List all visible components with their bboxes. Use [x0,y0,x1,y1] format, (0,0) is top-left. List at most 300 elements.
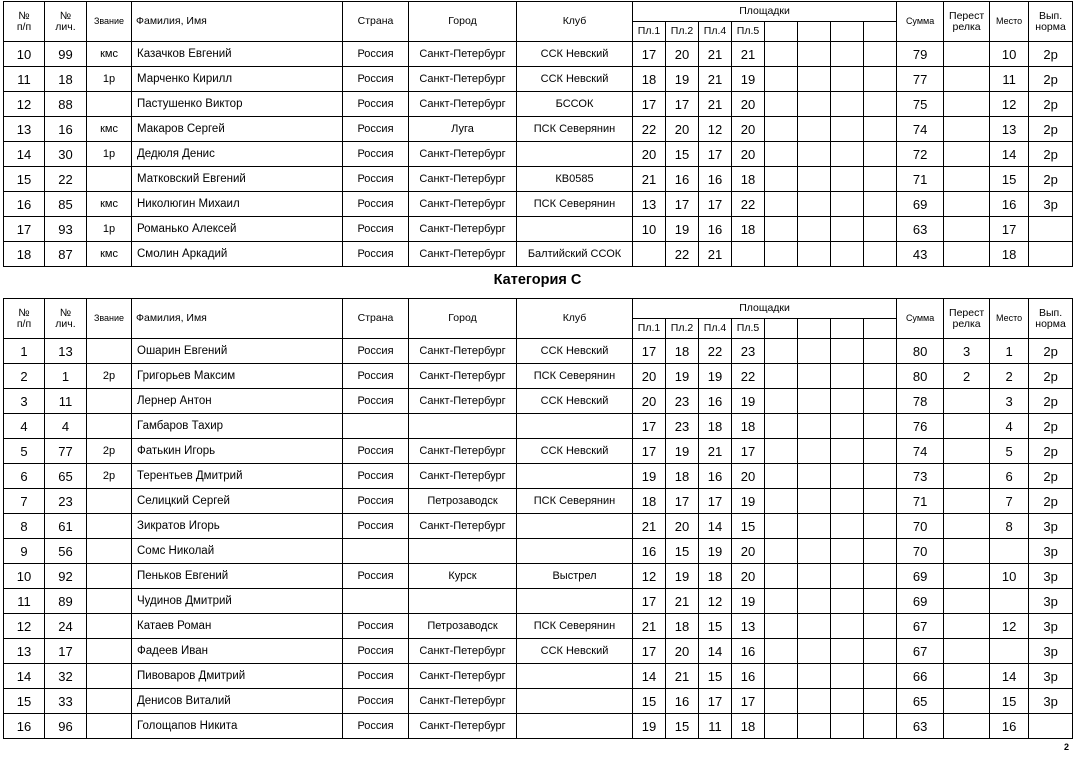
cell-club: ПСК Северянин [517,614,633,639]
cell-norm: 2р [1029,117,1073,142]
cell-norm: 2р [1029,364,1073,389]
cell-place: 5 [990,439,1029,464]
cell-sum: 77 [897,67,944,92]
cell-sum: 72 [897,142,944,167]
cell-club [517,514,633,539]
cell-rank [87,167,132,192]
cell-empty [864,564,897,589]
cell-shootoff [944,714,990,739]
table-row [4,217,1073,242]
cell-club [517,589,633,614]
cell-empty [798,514,831,539]
cell-shootoff [944,67,990,92]
col-header-club: Клуб [517,299,633,339]
cell-club: Балтийский ССОК [517,242,633,267]
cell-pl5: 20 [732,539,765,564]
cell-pl2: 23 [666,389,699,414]
cell-empty [831,639,864,664]
cell-pl5: 18 [732,217,765,242]
cell-city: Санкт-Петербург [409,142,517,167]
cell-name: Романько Алексей [132,217,343,242]
cell-shootoff [944,614,990,639]
cell-shootoff [944,192,990,217]
cell-empty [864,514,897,539]
cell-country: Россия [343,364,409,389]
cell-rank: 1р [87,142,132,167]
cell-place: 10 [990,564,1029,589]
cell-name: Николюгин Михаил [132,192,343,217]
cell-empty [831,564,864,589]
cell-city: Курск [409,564,517,589]
cell-name: Пивоваров Дмитрий [132,664,343,689]
cell-empty [864,439,897,464]
cell-pl2: 16 [666,689,699,714]
cell-lic: 1 [45,364,87,389]
cell-pl4: 14 [699,639,732,664]
cell-num: 16 [4,714,45,739]
cell-lic: 87 [45,242,87,267]
cell-pl1 [633,242,666,267]
cell-empty [831,117,864,142]
cell-sum: 66 [897,664,944,689]
cell-city: Санкт-Петербург [409,67,517,92]
table-row [4,689,1073,714]
cell-norm: 2р [1029,464,1073,489]
col-header-pl4: Пл.4 [699,319,732,339]
cell-norm: 3р [1029,639,1073,664]
cell-pl4: 21 [699,67,732,92]
cell-pl5: 13 [732,614,765,639]
cell-rank [87,389,132,414]
cell-num: 10 [4,564,45,589]
cell-pl4: 12 [699,117,732,142]
cell-empty [831,167,864,192]
cell-empty [765,142,798,167]
cell-shootoff [944,564,990,589]
table-row [4,514,1073,539]
cell-empty [765,689,798,714]
cell-num: 13 [4,639,45,664]
col-header-name: Фамилия, Имя [132,2,343,42]
col-header-sum: Сумма [897,299,944,339]
cell-name: Чудинов Дмитрий [132,589,343,614]
cell-shootoff [944,389,990,414]
cell-empty [831,514,864,539]
col-header-empty [864,22,897,42]
cell-city: Санкт-Петербург [409,167,517,192]
cell-empty [831,589,864,614]
cell-club [517,689,633,714]
cell-city: Санкт-Петербург [409,42,517,67]
cell-empty [798,714,831,739]
cell-pl4: 16 [699,167,732,192]
col-header-empty [765,22,798,42]
cell-country: Россия [343,167,409,192]
table-row [4,414,1073,439]
cell-name: Марченко Кирилл [132,67,343,92]
cell-num: 15 [4,167,45,192]
cell-empty [831,664,864,689]
cell-pl5: 23 [732,339,765,364]
cell-shootoff: 3 [944,339,990,364]
table-row [4,664,1073,689]
results-table-previous-category [3,1,1073,267]
cell-empty [765,192,798,217]
col-header-city: Город [409,2,517,42]
cell-rank [87,639,132,664]
cell-shootoff [944,217,990,242]
col-header-city: Город [409,299,517,339]
cell-pl2: 15 [666,142,699,167]
table-row [4,639,1073,664]
cell-pl1: 20 [633,364,666,389]
cell-empty [864,464,897,489]
cell-place: 10 [990,42,1029,67]
cell-norm: 2р [1029,414,1073,439]
cell-place: 16 [990,192,1029,217]
cell-pl5: 19 [732,589,765,614]
cell-pl1: 21 [633,167,666,192]
cell-empty [831,614,864,639]
cell-num: 11 [4,589,45,614]
cell-pl1: 19 [633,464,666,489]
cell-country: Россия [343,714,409,739]
cell-empty [831,464,864,489]
cell-country [343,414,409,439]
category-title: Категория С [493,272,582,288]
cell-city [409,589,517,614]
cell-pl1: 18 [633,489,666,514]
cell-pl1: 18 [633,67,666,92]
cell-lic: 99 [45,42,87,67]
cell-pl4: 21 [699,242,732,267]
cell-pl2: 19 [666,439,699,464]
cell-pl5: 20 [732,464,765,489]
cell-pl4: 11 [699,714,732,739]
cell-sum: 80 [897,364,944,389]
cell-empty [864,217,897,242]
cell-empty [798,167,831,192]
cell-lic: 30 [45,142,87,167]
cell-empty [798,242,831,267]
cell-place: 6 [990,464,1029,489]
cell-pl2: 17 [666,489,699,514]
cell-pl5: 18 [732,414,765,439]
cell-empty [864,689,897,714]
cell-empty [798,142,831,167]
col-header-shootoff: Перест релка [944,299,990,339]
cell-country: Россия [343,439,409,464]
cell-pl4: 22 [699,339,732,364]
cell-country: Россия [343,142,409,167]
col-header-empty [798,319,831,339]
cell-name: Терентьев Дмитрий [132,464,343,489]
cell-country: Россия [343,67,409,92]
cell-place: 12 [990,92,1029,117]
cell-shootoff [944,167,990,192]
cell-empty [864,242,897,267]
cell-pl5: 15 [732,514,765,539]
cell-lic: 85 [45,192,87,217]
table-row [4,389,1073,414]
cell-name: Сомс Николай [132,539,343,564]
cell-shootoff [944,639,990,664]
cell-club: ПСК Северянин [517,364,633,389]
cell-empty [798,339,831,364]
cell-pl2: 19 [666,217,699,242]
cell-pl4: 15 [699,664,732,689]
cell-norm: 2р [1029,389,1073,414]
cell-norm: 2р [1029,142,1073,167]
cell-rank [87,514,132,539]
cell-club: БССОК [517,92,633,117]
table-row [4,589,1073,614]
cell-pl1: 10 [633,217,666,242]
cell-sum: 69 [897,564,944,589]
cell-norm: 3р [1029,514,1073,539]
table-row [4,42,1073,67]
table-row [4,564,1073,589]
cell-empty [765,92,798,117]
cell-empty [831,364,864,389]
col-header-empty [765,319,798,339]
cell-empty [864,92,897,117]
cell-rank [87,614,132,639]
cell-rank [87,339,132,364]
cell-norm [1029,242,1073,267]
cell-city [409,414,517,439]
cell-sum: 79 [897,42,944,67]
cell-empty [765,614,798,639]
cell-country: Россия [343,117,409,142]
cell-place: 14 [990,142,1029,167]
col-header-sum: Сумма [897,2,944,42]
cell-pl4: 21 [699,439,732,464]
col-header-norm: Вып. норма [1029,2,1073,42]
cell-lic: 89 [45,589,87,614]
cell-pl2: 19 [666,67,699,92]
cell-city: Санкт-Петербург [409,714,517,739]
cell-pl2: 17 [666,192,699,217]
cell-norm: 2р [1029,439,1073,464]
cell-city: Петрозаводск [409,489,517,514]
cell-shootoff [944,242,990,267]
col-header-norm: Вып. норма [1029,299,1073,339]
table-row [4,339,1073,364]
cell-num: 7 [4,489,45,514]
cell-name: Фадеев Иван [132,639,343,664]
table-row [4,539,1073,564]
col-header-empty [864,319,897,339]
cell-norm [1029,217,1073,242]
cell-pl5: 20 [732,564,765,589]
col-header-num: № п/п [4,2,45,42]
cell-sum: 74 [897,117,944,142]
cell-num: 17 [4,217,45,242]
cell-place: 3 [990,389,1029,414]
results-table-category-c [3,298,1073,739]
cell-norm: 2р [1029,167,1073,192]
table-row [4,67,1073,92]
cell-num: 3 [4,389,45,414]
cell-country: Россия [343,514,409,539]
cell-lic: 61 [45,514,87,539]
cell-place: 2 [990,364,1029,389]
cell-pl4: 15 [699,614,732,639]
col-header-empty [798,22,831,42]
cell-place [990,539,1029,564]
cell-city: Санкт-Петербург [409,217,517,242]
cell-empty [864,614,897,639]
cell-sum: 80 [897,339,944,364]
cell-club: ССК Невский [517,42,633,67]
cell-lic: 93 [45,217,87,242]
cell-country: Россия [343,489,409,514]
cell-name: Дедюля Денис [132,142,343,167]
col-header-shootoff: Перест релка [944,2,990,42]
col-header-areas: Площадки [633,2,897,22]
cell-pl2: 23 [666,414,699,439]
cell-place: 7 [990,489,1029,514]
cell-city: Санкт-Петербург [409,689,517,714]
cell-pl5: 22 [732,364,765,389]
cell-pl5: 20 [732,142,765,167]
cell-shootoff [944,514,990,539]
cell-rank [87,92,132,117]
cell-club: ССК Невский [517,439,633,464]
cell-name: Гамбаров Тахир [132,414,343,439]
cell-pl4: 19 [699,539,732,564]
cell-name: Казачков Евгений [132,42,343,67]
cell-pl1: 21 [633,614,666,639]
cell-sum: 75 [897,92,944,117]
cell-pl4: 18 [699,414,732,439]
cell-shootoff [944,539,990,564]
cell-place: 14 [990,664,1029,689]
cell-rank [87,414,132,439]
cell-rank: кмс [87,242,132,267]
cell-empty [831,714,864,739]
cell-empty [831,142,864,167]
cell-name: Селицкий Сергей [132,489,343,514]
cell-shootoff [944,689,990,714]
cell-rank [87,714,132,739]
cell-lic: 96 [45,714,87,739]
cell-norm: 3р [1029,564,1073,589]
col-header-num: № п/п [4,299,45,339]
cell-empty [864,389,897,414]
cell-pl1: 17 [633,639,666,664]
cell-pl2: 16 [666,167,699,192]
cell-num: 18 [4,242,45,267]
cell-lic: 17 [45,639,87,664]
table-row [4,364,1073,389]
cell-empty [798,439,831,464]
cell-sum: 69 [897,589,944,614]
cell-empty [831,339,864,364]
cell-pl5: 19 [732,489,765,514]
cell-pl2: 17 [666,92,699,117]
cell-num: 11 [4,67,45,92]
cell-pl4: 17 [699,142,732,167]
cell-empty [798,192,831,217]
cell-country: Россия [343,664,409,689]
cell-empty [798,389,831,414]
cell-pl1: 17 [633,589,666,614]
cell-empty [831,92,864,117]
col-header-lic: № лич. [45,299,87,339]
cell-city: Санкт-Петербург [409,664,517,689]
cell-num: 9 [4,539,45,564]
cell-shootoff [944,589,990,614]
cell-empty [864,117,897,142]
cell-club [517,664,633,689]
cell-country: Россия [343,614,409,639]
table-row [4,714,1073,739]
cell-sum: 74 [897,439,944,464]
cell-norm: 2р [1029,339,1073,364]
cell-rank: кмс [87,192,132,217]
cell-pl1: 15 [633,689,666,714]
cell-club: ПСК Северянин [517,117,633,142]
cell-norm: 2р [1029,92,1073,117]
cell-empty [864,42,897,67]
col-header-country: Страна [343,2,409,42]
cell-empty [831,42,864,67]
cell-city: Санкт-Петербург [409,339,517,364]
cell-empty [798,614,831,639]
cell-pl4: 16 [699,217,732,242]
table-row [4,192,1073,217]
cell-lic: 32 [45,664,87,689]
cell-country: Россия [343,339,409,364]
cell-pl1: 17 [633,339,666,364]
cell-empty [864,714,897,739]
cell-empty [864,192,897,217]
cell-country: Россия [343,242,409,267]
col-header-club: Клуб [517,2,633,42]
cell-empty [765,664,798,689]
cell-place: 4 [990,414,1029,439]
cell-norm: 2р [1029,489,1073,514]
table-row [4,117,1073,142]
cell-empty [765,639,798,664]
cell-city: Санкт-Петербург [409,439,517,464]
cell-name: Денисов Виталий [132,689,343,714]
cell-pl2: 18 [666,614,699,639]
cell-lic: 13 [45,339,87,364]
cell-club: ССК Невский [517,389,633,414]
cell-sum: 71 [897,167,944,192]
cell-empty [765,714,798,739]
cell-city: Санкт-Петербург [409,92,517,117]
cell-pl5 [732,242,765,267]
cell-pl4: 16 [699,464,732,489]
table-row [4,439,1073,464]
cell-empty [798,92,831,117]
cell-city: Санкт-Петербург [409,514,517,539]
cell-pl4: 17 [699,489,732,514]
cell-pl2: 21 [666,664,699,689]
cell-shootoff [944,439,990,464]
cell-lic: 65 [45,464,87,489]
cell-club [517,142,633,167]
cell-club: Выстрел [517,564,633,589]
cell-empty [765,117,798,142]
cell-pl5: 18 [732,167,765,192]
cell-pl1: 13 [633,192,666,217]
cell-pl1: 17 [633,414,666,439]
